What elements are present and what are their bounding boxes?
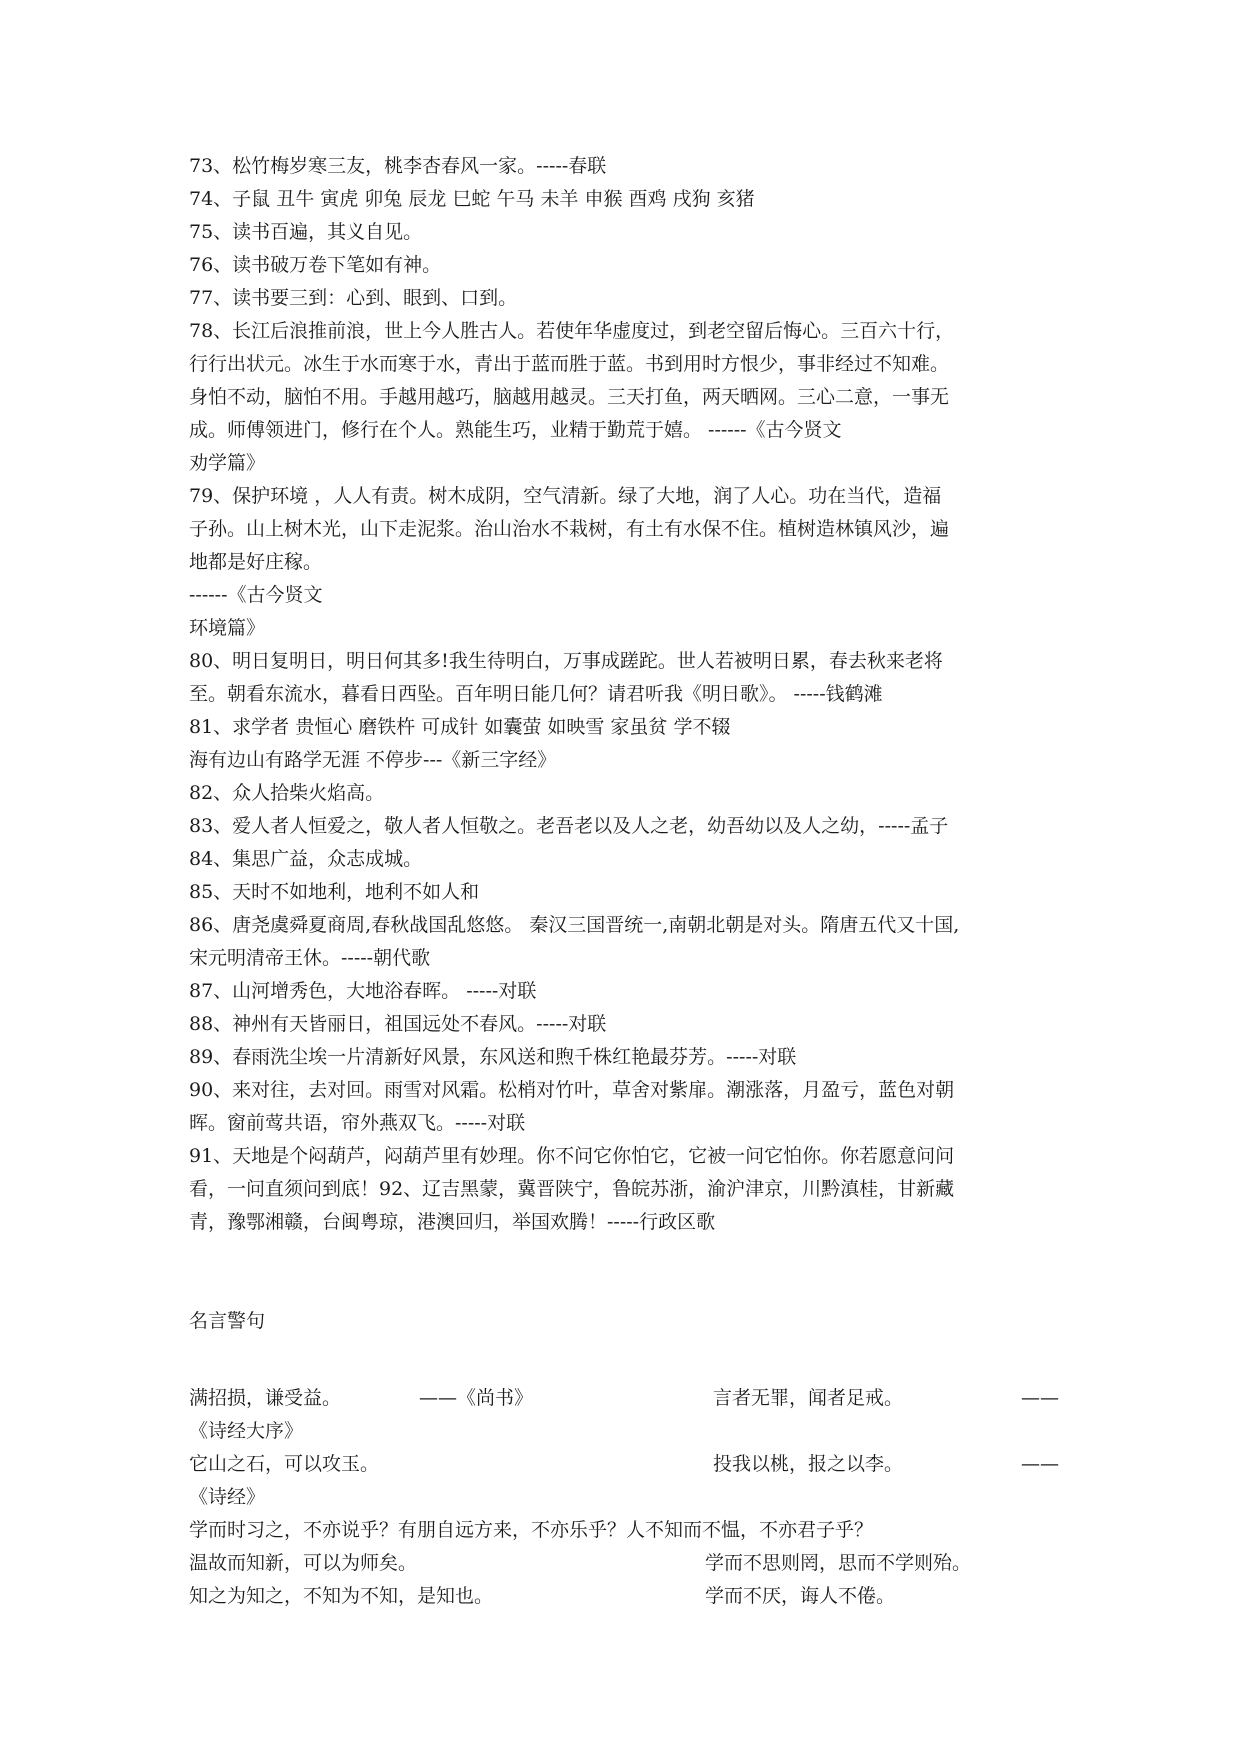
text-line: 91、天地是个闷葫芦，闷葫芦里有妙理。你不问它你怕它，它被一问它怕你。你若愿意问问 bbox=[189, 1145, 955, 1167]
text-line: 81、求学者 贵恒心 磨铁杵 可成针 如囊萤 如映雪 家虽贫 学不辍 bbox=[189, 716, 731, 738]
quote-text: 温故而知新，可以为师矣。 bbox=[189, 1552, 418, 1574]
text-line: 身怕不动，脑怕不用。手越用越巧，脑越用越灵。三天打鱼，两天晒网。三心二意，一事无 bbox=[189, 386, 950, 408]
text-line: ------《古今贤文 bbox=[189, 584, 323, 606]
text-line: 看，一问直须问到底！92、辽吉黑蒙，冀晋陕宁，鲁皖苏浙，渝沪津京，川黔滇桂，甘新藏 bbox=[189, 1178, 955, 1200]
quote-text: 知之为知之，不知为不知，是知也。 bbox=[189, 1585, 494, 1607]
text-line: 88、神州有天皆丽日，祖国远处不春风。-----对联 bbox=[189, 1013, 607, 1035]
quote-text: 学而不思则罔，思而不学则殆。 bbox=[705, 1552, 972, 1574]
text-line: 74、子鼠 丑牛 寅虎 卯兔 辰龙 巳蛇 午马 未羊 申猴 酉鸡 戌狗 亥猪 bbox=[189, 188, 755, 210]
text-line: 76、读书破万卷下笔如有神。 bbox=[189, 254, 442, 276]
text-line: 84、集思广益，众志成城。 bbox=[189, 848, 423, 870]
quote-text: 言者无罪，闻者足戒。 bbox=[713, 1387, 904, 1409]
quote-row bbox=[189, 1382, 1059, 1415]
text-line: 73、松竹梅岁寒三友，桃李杏春风一家。-----春联 bbox=[189, 155, 607, 177]
quote-source: 《诗经》 bbox=[189, 1486, 266, 1508]
text-line: 85、天时不如地利，地利不如人和 bbox=[189, 881, 480, 903]
text-line: 78、长江后浪推前浪，世上今人胜古人。若使年华虚度过，到老空留后悔心。三百六十行， bbox=[189, 320, 955, 342]
quote-text: 学而时习之，不亦说乎？有朋自远方来，不亦乐乎？人不知而不愠，不亦君子乎？ bbox=[189, 1519, 874, 1541]
text-line: 75、读书百遍，其义自见。 bbox=[189, 221, 423, 243]
quote-row bbox=[189, 1448, 1059, 1481]
spacer bbox=[189, 1239, 1059, 1305]
text-line: 劝学篇》 bbox=[189, 452, 266, 474]
text-line: 宋元明清帝王休。-----朝代歌 bbox=[189, 947, 431, 969]
quote-source: 《诗经大序》 bbox=[189, 1420, 304, 1442]
text-line: 82、众人拾柴火焰高。 bbox=[189, 782, 385, 804]
spacer bbox=[189, 1338, 1059, 1382]
text-line: 89、春雨洗尘埃一片清新好风景，东风送和煦千株红艳最芬芳。-----对联 bbox=[189, 1046, 797, 1068]
quote-row bbox=[189, 1547, 1059, 1580]
quote-text: 满招损，谦受益。 bbox=[189, 1387, 342, 1409]
quote-row bbox=[189, 1580, 1059, 1613]
text-line: 青，豫鄂湘赣，台闽粤琼，港澳回归，举国欢腾！-----行政区歌 bbox=[189, 1211, 716, 1233]
quote-source: ——《尚书》 bbox=[419, 1387, 534, 1409]
text-line: 至。朝看东流水，暮看日西坠。百年明日能几何？请君听我《明日歌》。 -----钱鹤滩 bbox=[189, 683, 883, 705]
text-line: 地都是好庄稼。 bbox=[189, 551, 323, 573]
quote-text: 投我以桃，报之以李。 bbox=[713, 1453, 904, 1475]
text-line: 77、读书要三到：心到、眼到、口到。 bbox=[189, 287, 518, 309]
text-line: 87、山河增秀色，大地浴春晖。 -----对联 bbox=[189, 980, 537, 1002]
document-body bbox=[189, 150, 1059, 1613]
quote-text: 它山之石，可以攻玉。 bbox=[189, 1453, 380, 1475]
text-line: 90、来对往，去对回。雨雪对风霜。松梢对竹叶，草舍对紫扉。潮涨落，月盈亏，蓝色对朝 bbox=[189, 1079, 955, 1101]
quote-source-dash: —— bbox=[1021, 1453, 1059, 1475]
text-line: 79、保护环境 ，人人有责。树木成阴，空气清新。绿了大地，润了人心。功在当代，造福 bbox=[189, 485, 942, 507]
text-line: 86、唐尧虞舜夏商周,春秋战国乱悠悠。 秦汉三国晋统一,南朝北朝是对头。隋唐五代又十国, bbox=[189, 914, 960, 936]
text-line: 海有边山有路学无涯 不停步---《新三字经》 bbox=[189, 749, 557, 771]
text-line: 行行出状元。冰生于水而寒于水，青出于蓝而胜于蓝。书到用时方恨少，事非经过不知难。 bbox=[189, 353, 950, 375]
text-line: 83、爱人者人恒爱之，敬人者人恒敬之。老吾老以及人之老，幼吾幼以及人之幼，-----孟子 bbox=[189, 815, 949, 837]
text-line: 环境篇》 bbox=[189, 617, 266, 639]
text-line: 晖。窗前莺共语，帘外燕双飞。-----对联 bbox=[189, 1112, 526, 1134]
text-line: 80、明日复明日，明日何其多!我生待明白，万事成蹉跎。世人若被明日累，春去秋来老将 bbox=[189, 650, 943, 672]
text-line: 成。师傅领进门，修行在个人。熟能生巧，业精于勤荒于嬉。 ------《古今贤文 bbox=[189, 419, 842, 441]
section-heading: 名言警句 bbox=[189, 1310, 266, 1332]
quote-text: 学而不厌，诲人不倦。 bbox=[705, 1585, 896, 1607]
text-line: 子孙。山上树木光，山下走泥浆。治山治水不栽树，有土有水保不住。植树造林镇风沙，遍 bbox=[189, 518, 950, 540]
quote-source-dash: —— bbox=[1021, 1387, 1059, 1409]
